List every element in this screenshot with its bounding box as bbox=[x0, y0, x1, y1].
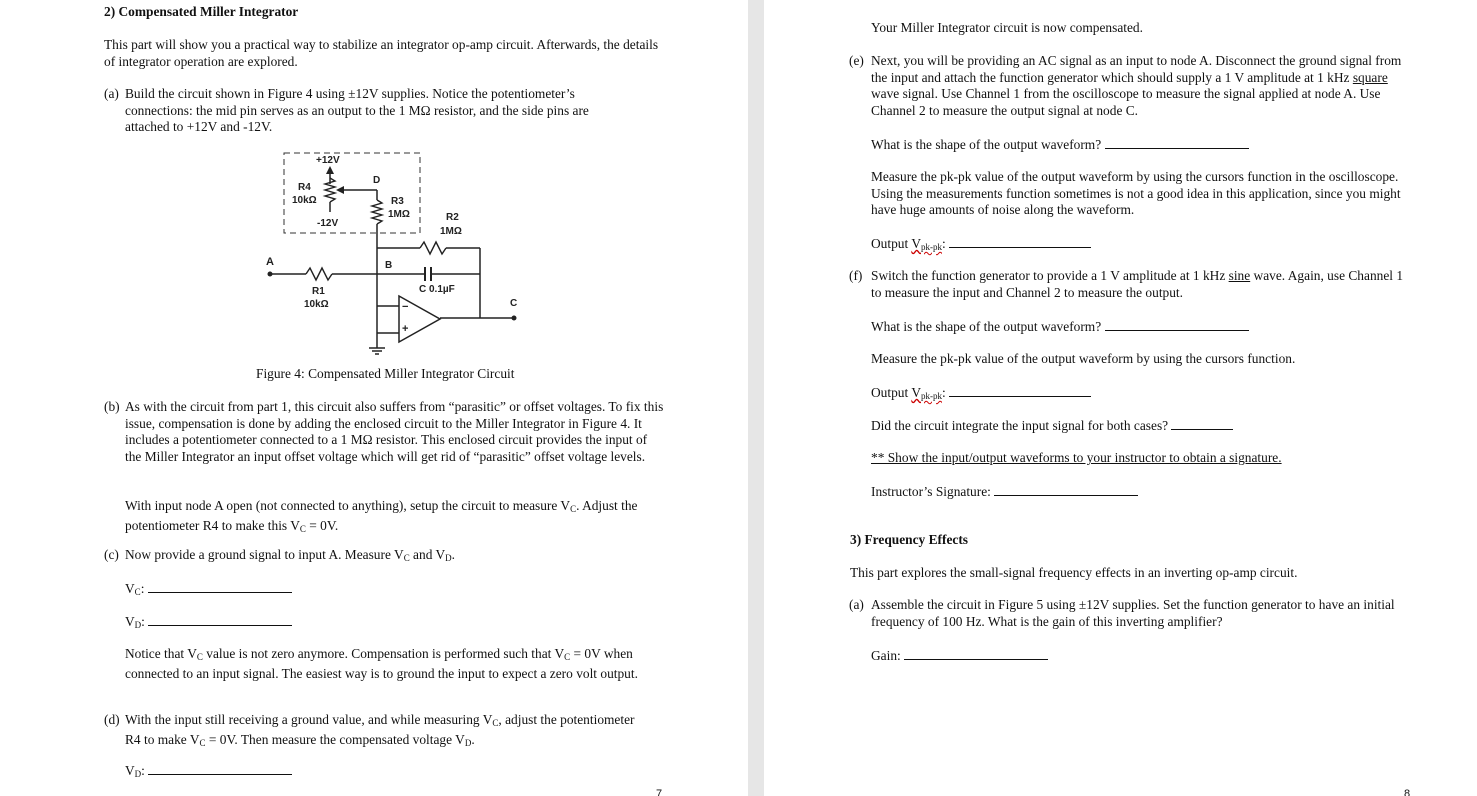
label-r2-value: 1MΩ bbox=[440, 226, 462, 237]
item-f-label: (f) bbox=[849, 268, 863, 283]
document-page-right bbox=[764, 0, 1477, 796]
intro-paragraph: This part will show you a practical way to stabilize an integrator op-amp circuit. Afterwards, the details of integrator operation are explored. bbox=[104, 37, 659, 69]
label-r1-value: 10kΩ bbox=[304, 299, 329, 310]
item-b-setup-text: With input node A open (not connected to anything), setup the circuit to measure $V_C$. Adjust the potentiometer R4 to make this $V_C = 0V$. bbox=[125, 498, 638, 534]
integrate-blank[interactable] bbox=[1171, 417, 1233, 430]
r2-resistor bbox=[420, 242, 446, 254]
label-node-c: C bbox=[510, 298, 518, 309]
page-number-right: 8 bbox=[1404, 788, 1411, 796]
vd-answer-line: $V_D$: bbox=[125, 613, 292, 634]
item-b-text: As with the circuit from part 1, this circuit also suffers from “parasitic” or offset voltages. To fix this issue, compensation is done by adding the enclosed circuit to the Miller Integrator in Figure 4. It includes a potentiometer connected to a 1 MΩ resistor. This enclosed circuit provides the input of the Miller Integrator an input offset voltage which will get rid of “parasitic” offset voltage levels. bbox=[125, 399, 664, 464]
vd-compensated-blank[interactable] bbox=[148, 762, 292, 775]
label-minus12: -12V bbox=[317, 218, 339, 229]
node-c-dot bbox=[512, 316, 517, 321]
label-r4: R4 bbox=[298, 182, 311, 193]
show-waveforms-note: ** Show the input/output waveforms to your instructor to obtain a signature. bbox=[871, 450, 1282, 465]
label-node-d: D bbox=[373, 175, 381, 186]
vd-blank[interactable] bbox=[148, 613, 292, 626]
item-d-text: With the input still receiving a ground value, and while measuring $V_C$, adjust the potentiometer R4 to make $V_C = 0V$. Then measure the compensated voltage $V_D$. bbox=[125, 712, 635, 748]
gain-answer-line: Gain: bbox=[871, 647, 1048, 665]
item-f-text: Switch the function generator to provide a 1 V amplitude at 1 kHz sine wave. Again, use Channel 1 to measure the input and Channel 2 to measure the output. bbox=[871, 268, 1404, 300]
shape-question-f: What is the shape of the output waveform? bbox=[871, 318, 1249, 336]
shape-blank-e[interactable] bbox=[1105, 136, 1249, 149]
compensated-note: Your Miller Integrator circuit is now compensated. bbox=[871, 20, 1143, 35]
item-c-label: (c) bbox=[104, 547, 119, 562]
signature-blank[interactable] bbox=[994, 483, 1138, 496]
label-node-b: B bbox=[385, 260, 393, 271]
section-title-2: 2) Compensated Miller Integrator bbox=[104, 4, 299, 19]
page-number-left: 7 bbox=[656, 788, 663, 796]
item-e-text: Next, you will be providing an AC signal as an input to node A. Disconnect the ground signal from the input and attach the function generator which should supply a 1 V amplitude at 1 kHz square wave signal. Use Channel 1 from the oscilloscope to measure the signal applied at node A. Use Channel 2 to measure the output signal at node C. bbox=[871, 53, 1402, 118]
label-r1: R1 bbox=[312, 286, 325, 297]
gain-blank[interactable] bbox=[904, 647, 1048, 660]
instructor-signature: Instructor’s Signature: bbox=[871, 483, 1138, 501]
integrate-question: Did the circuit integrate the input signal for both cases? bbox=[871, 417, 1233, 435]
output-pkpk-f: Output $V_{pk-pk}$: bbox=[871, 384, 1091, 405]
label-r3-value: 1MΩ bbox=[388, 209, 410, 220]
plus-supply-arrow bbox=[326, 166, 334, 174]
label-node-a: A bbox=[266, 256, 274, 268]
r1-resistor bbox=[306, 268, 332, 280]
wiper-arrow bbox=[336, 186, 344, 194]
vc-answer-line: $V_C$: bbox=[125, 580, 292, 601]
label-plus12: +12V bbox=[316, 155, 340, 166]
item-a3-label: (a) bbox=[849, 597, 864, 612]
vd-compensated-answer-line: $V_D$: bbox=[125, 762, 292, 783]
label-r3: R3 bbox=[391, 196, 404, 207]
item-b-label: (b) bbox=[104, 399, 120, 414]
section3-intro: This part explores the small-signal frequency effects in an inverting op-amp circuit. bbox=[850, 565, 1298, 580]
vc-blank[interactable] bbox=[148, 580, 292, 593]
figure-caption: Figure 4: Compensated Miller Integrator Circuit bbox=[256, 366, 515, 381]
page-gap bbox=[748, 0, 764, 796]
item-a-label: (a) bbox=[104, 86, 119, 101]
measure-text-f: Measure the pk-pk value of the output waveform by using the cursors function. bbox=[871, 351, 1296, 366]
item-d-label: (d) bbox=[104, 712, 120, 727]
output-blank-e[interactable] bbox=[949, 235, 1091, 248]
section-title-3: 3) Frequency Effects bbox=[850, 532, 969, 547]
measure-text-e: Measure the pk-pk value of the output waveform by using the cursors function in the oscilloscope. Using the measurements function sometimes is not a good idea in this application, since you might have huge amounts of noise along the waveform. bbox=[871, 169, 1401, 218]
opamp-plus: + bbox=[402, 323, 409, 335]
item-a-text: Build the circuit shown in Figure 4 using ±12V supplies. Notice the potentiometer’s connections: the mid pin serves as an output to the 1 MΩ resistor, and the side pins are attached to +12V and -12V. bbox=[125, 86, 589, 135]
circuit-figure-4 bbox=[262, 148, 532, 360]
r3-resistor bbox=[372, 200, 382, 224]
output-blank-f[interactable] bbox=[949, 384, 1091, 397]
label-r4-value: 10kΩ bbox=[292, 195, 317, 206]
notice-text: Notice that $V_C$ value is not zero anymore. Compensation is performed such that $V_C = 0V$ when connected to an input signal. The easiest way is to ground the input to expect a zero volt output. bbox=[125, 646, 638, 681]
item-c-text: Now provide a ground signal to input A. Measure $V_C$ and $V_D$. bbox=[125, 547, 456, 563]
opamp-minus: − bbox=[402, 301, 409, 313]
enclosed-compensation-box bbox=[284, 153, 420, 233]
item-a3-text: Assemble the circuit in Figure 5 using ±12V supplies. Set the function generator to have an initial frequency of 100 Hz. What is the gain of this inverting amplifier? bbox=[871, 597, 1395, 629]
shape-blank-f[interactable] bbox=[1105, 318, 1249, 331]
item-e-label: (e) bbox=[849, 53, 864, 68]
label-r2: R2 bbox=[446, 212, 459, 223]
shape-question-e: What is the shape of the output waveform? bbox=[871, 136, 1249, 154]
label-capacitor: C 0.1µF bbox=[419, 284, 455, 295]
output-pkpk-e: Output $V_{pk-pk}$: bbox=[871, 235, 1091, 256]
